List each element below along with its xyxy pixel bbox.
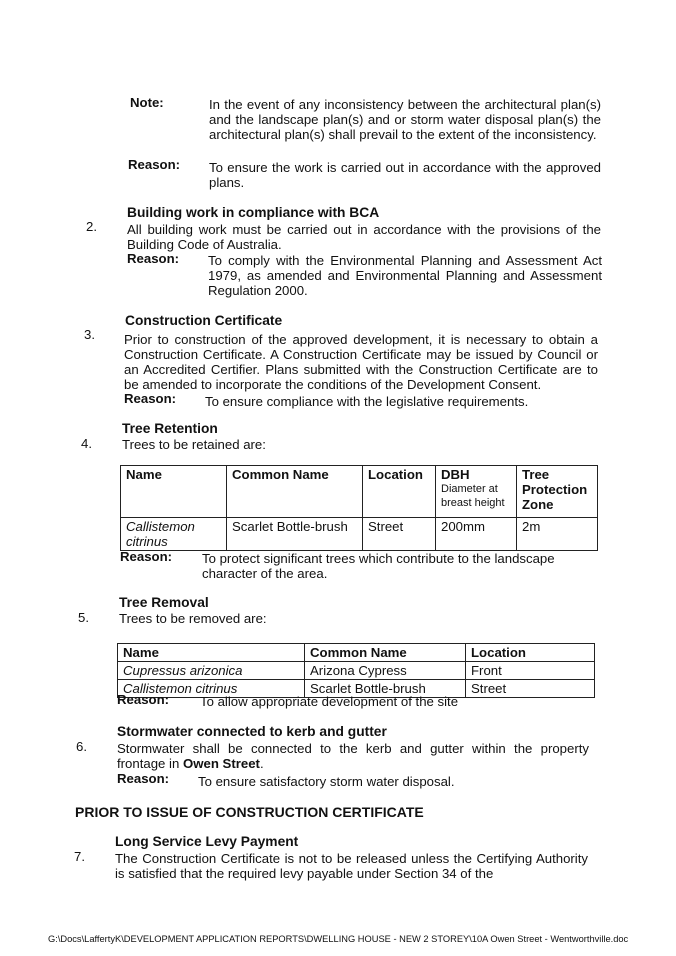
condition-4-text: Trees to be retained are: — [122, 437, 266, 452]
condition-7-text: The Construction Certificate is not to be released unless the Certifying Authority is satisfied that the required levy payable under Section 34 of the — [115, 851, 588, 881]
condition-5-reason-text: To allow appropriate development of the site — [200, 694, 459, 709]
table-cell: Scarlet Bottle-brush — [227, 518, 363, 551]
condition-5-title: Tree Removal — [119, 595, 209, 610]
table-cell: Street — [363, 518, 436, 551]
note-text: In the event of any inconsistency between the architectural plan(s) and the landscape plan(s) and or storm water disposal plan(s) the architectural plan(s) shall prevail to the extent of the inconsistency. — [209, 97, 601, 142]
condition-6-reason-label: Reason: — [117, 771, 170, 786]
table-cell: 200mm — [436, 518, 517, 551]
table-header-cell: Common Name — [305, 644, 466, 662]
condition-6-text — [117, 741, 589, 771]
condition-3-number: 3. — [84, 327, 95, 342]
condition-5-number: 5. — [78, 610, 89, 625]
condition-3-reason-label: Reason: — [124, 391, 177, 406]
table-row — [118, 662, 595, 680]
condition-3-reason-text: To ensure compliance with the legislative requirements. — [205, 394, 529, 409]
condition-2-number: 2. — [86, 219, 97, 234]
table-cell: Street — [466, 680, 595, 698]
condition-2-title: Building work in compliance with BCA — [127, 205, 380, 220]
condition-2-reason-label: Reason: — [127, 251, 180, 266]
condition-5-text: Trees to be removed are: — [119, 611, 267, 626]
note-label: Note: — [130, 95, 164, 110]
condition-3-text: Prior to construction of the approved development, it is necessary to obtain a Construction Certificate. A Construction Certificate may be issued by Council or an Accredited Certifier. Plans submitted with the Construction Certificate are to be amended to incorporate the conditions of the Development Consent. — [124, 332, 598, 392]
condition-6-number: 6. — [76, 739, 87, 754]
table-header-cell: Location — [466, 644, 595, 662]
table-header-row — [118, 644, 595, 662]
condition-6-text-pre: Stormwater shall be connected to the kerb and gutter within the property frontage in — [117, 741, 589, 771]
note-reason-text: To ensure the work is carried out in accordance with the approved plans. — [209, 160, 601, 190]
table-header-row — [121, 466, 598, 518]
condition-6-reason-text: To ensure satisfactory storm water disposal. — [198, 774, 455, 789]
condition-6-text-post: . — [259, 756, 264, 771]
table-header-cell: Name — [118, 644, 305, 662]
condition-3-title: Construction Certificate — [125, 313, 283, 328]
table-cell: Arizona Cypress — [305, 662, 466, 680]
condition-2-reason-text: To comply with the Environmental Planning and Assessment Act 1979, as amended and Environmental Planning and Assessment Regulation 2000. — [208, 253, 602, 298]
condition-6-title: Stormwater connected to kerb and gutter — [117, 724, 387, 739]
table-cell: Cupressus arizonica — [118, 662, 305, 680]
table-row — [121, 518, 598, 551]
condition-4-title: Tree Retention — [122, 421, 218, 436]
condition-7-title: Long Service Levy Payment — [115, 834, 299, 849]
condition-4-reason-text: To protect significant trees which contribute to the landscape character of the area. — [202, 551, 555, 581]
condition-4-number: 4. — [81, 436, 92, 451]
footer-file-path: G:\Docs\LaffertyK\DEVELOPMENT APPLICATION REPORTS\DWELLING HOUSE - NEW 2 STOREY\10A Owen Street - Wentworthville.doc — [48, 934, 629, 944]
table-header-cell: Common Name — [227, 466, 363, 518]
tree-retention-table — [120, 465, 598, 551]
section-heading: PRIOR TO ISSUE OF CONSTRUCTION CERTIFICATE — [75, 804, 424, 820]
table-cell: Front — [466, 662, 595, 680]
table-cell: Scarlet Bottle-brush — [305, 680, 466, 698]
table-header-cell: Tree Protection Zone — [517, 466, 598, 518]
table-cell: Callistemon citrinus — [121, 518, 227, 551]
condition-5-reason-label: Reason: — [117, 692, 170, 707]
table-header-cell — [436, 466, 517, 518]
condition-2-text: All building work must be carried out in accordance with the provisions of the Building Code of Australia. — [127, 222, 601, 252]
table-cell: 2m — [517, 518, 598, 551]
condition-4-reason-label: Reason: — [120, 549, 173, 564]
condition-7-number: 7. — [74, 849, 85, 864]
note-reason-label: Reason: — [128, 157, 181, 172]
table-header-cell: Name — [121, 466, 227, 518]
table-cell: Callistemon citrinus — [118, 680, 305, 698]
tree-removal-table — [117, 643, 595, 698]
condition-6-street: Owen Street — [182, 756, 260, 771]
dbh-label: DBH — [441, 467, 470, 482]
dbh-sublabel: Diameter at breast height — [441, 483, 505, 509]
table-header-cell: Location — [363, 466, 436, 518]
